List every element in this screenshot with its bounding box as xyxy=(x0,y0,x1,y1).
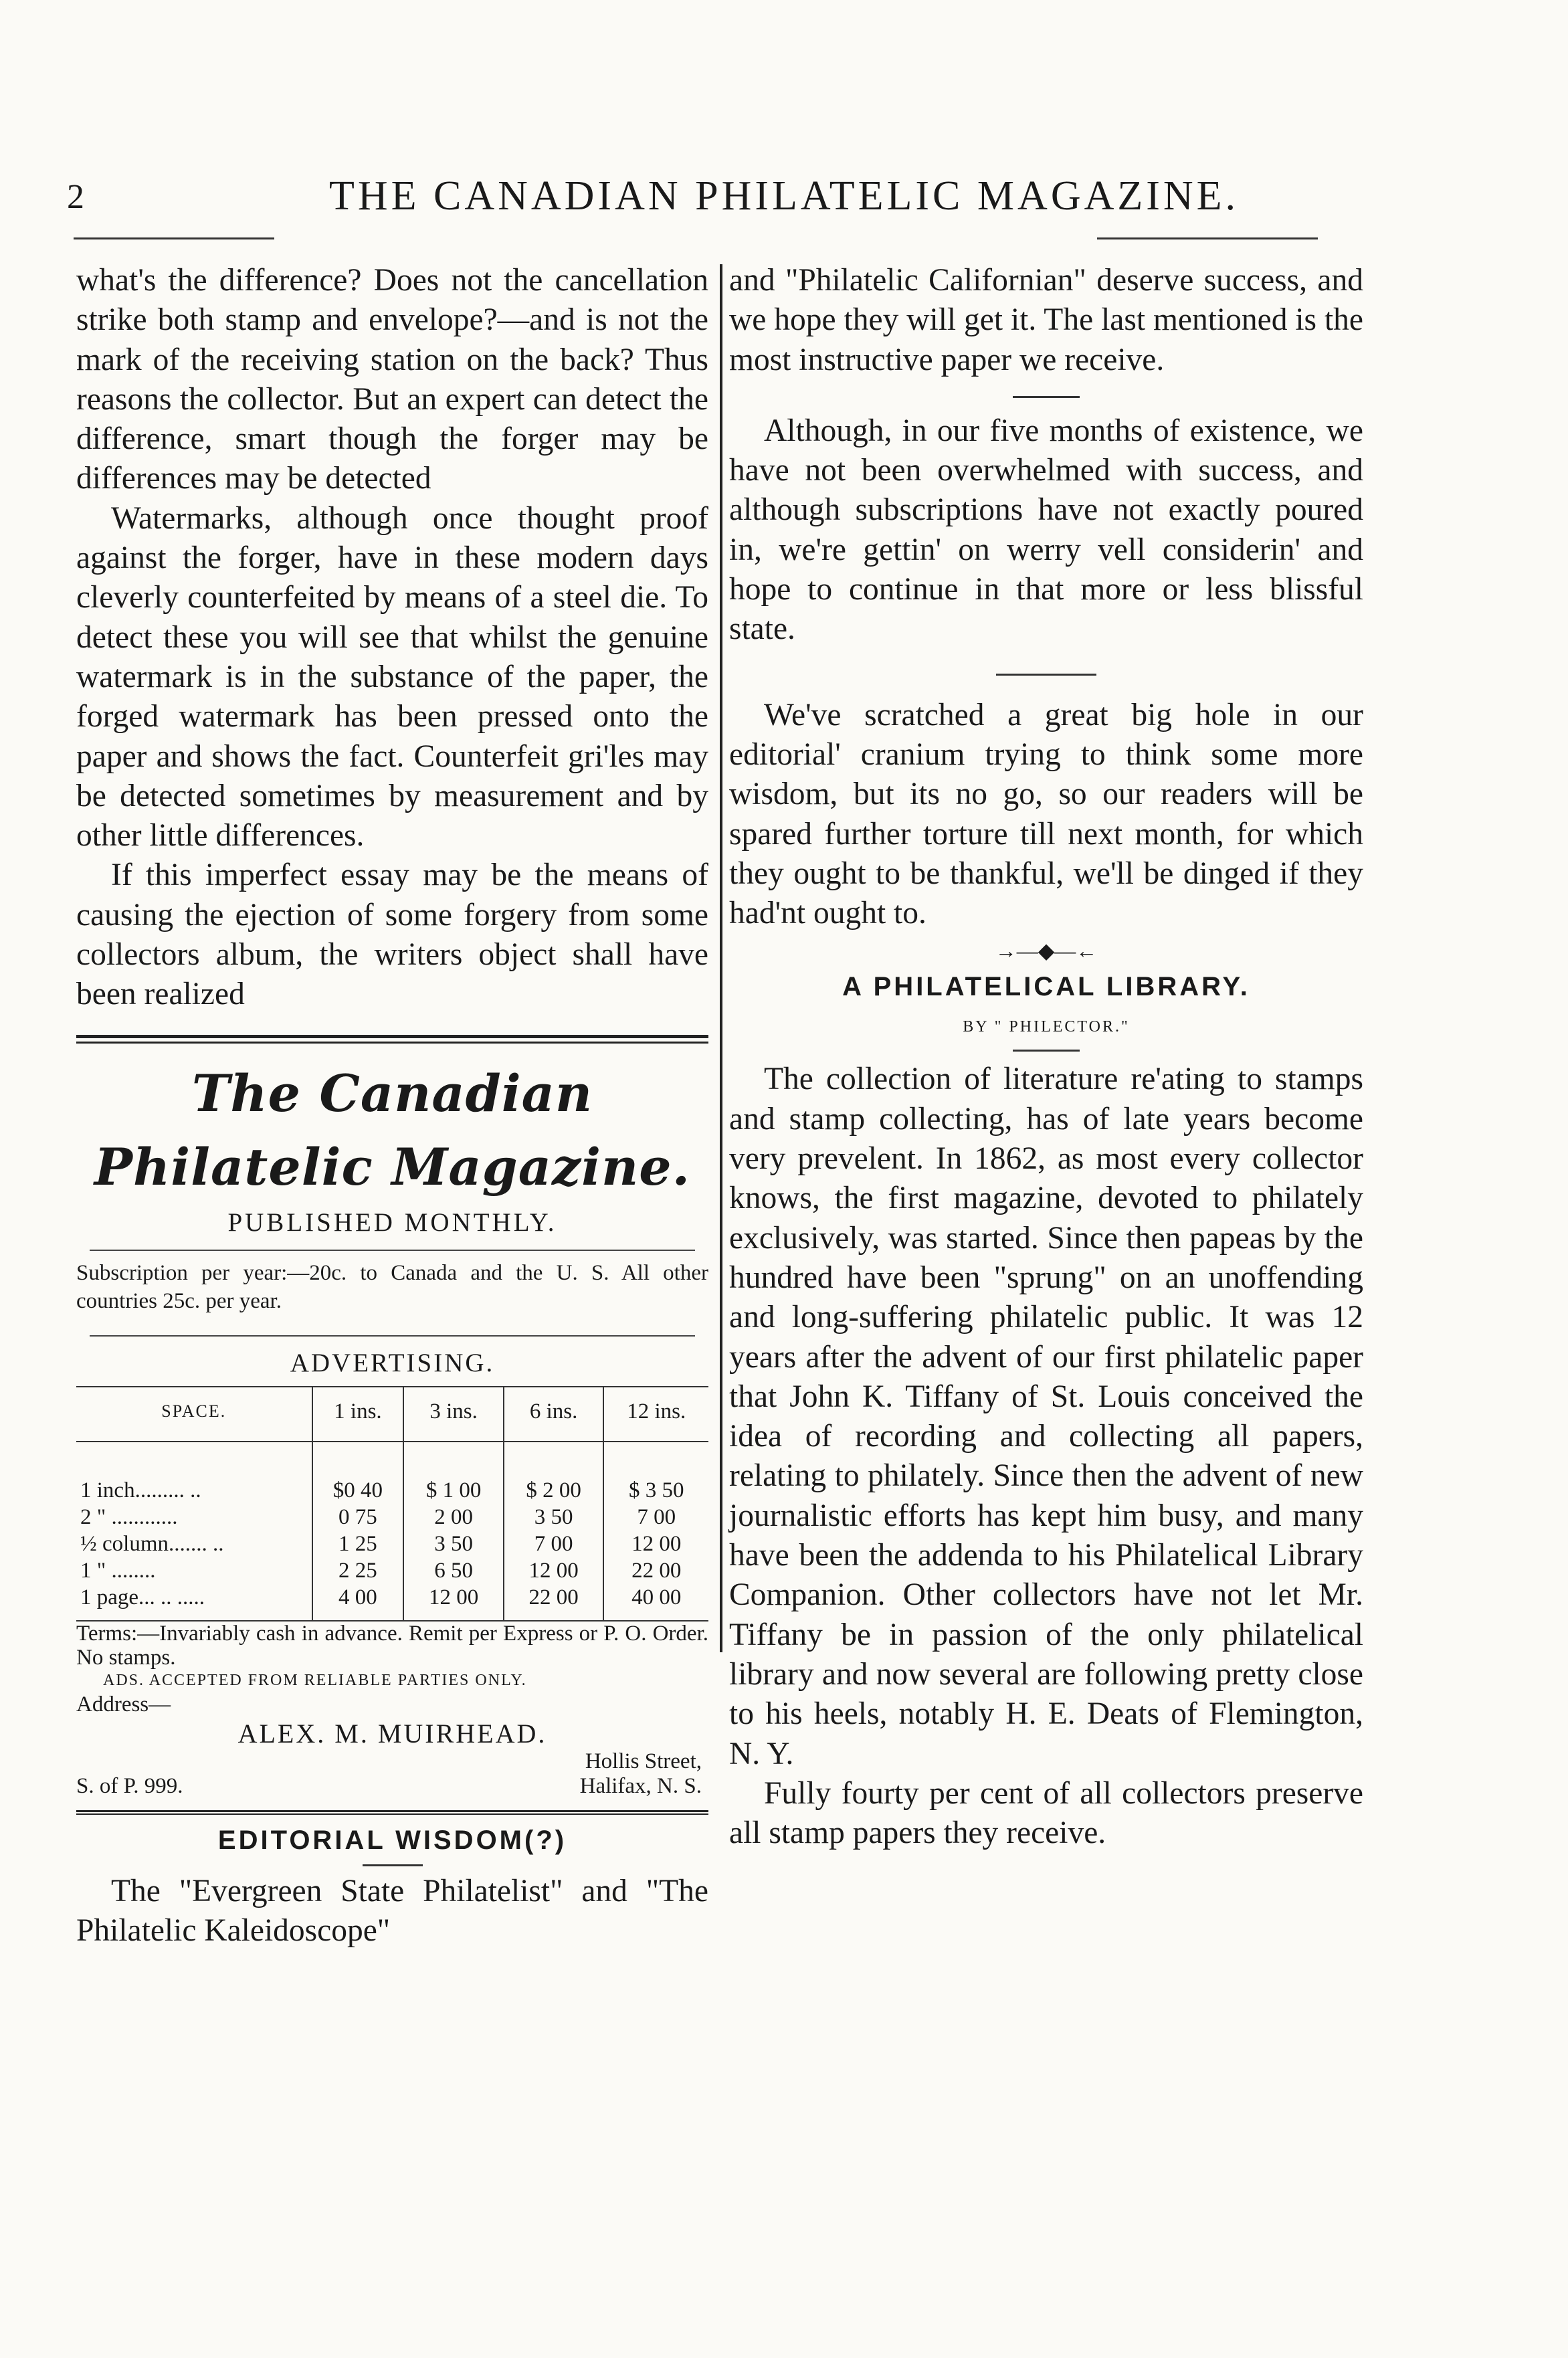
right-paragraph-2: Although, in our five months of existence, we have not been overwhelmed with success, and although subscriptions have not exactly poured in, we're gettin' on werry vell considerin' and hope to continue in that more or less blissful state. xyxy=(729,413,1363,647)
right-paragraph-5: Fully fourty per cent of all collectors preserve all stamp papers they receive. xyxy=(729,1775,1363,1851)
table-cell: 7 00 xyxy=(603,1504,708,1531)
table-cell: 3 50 xyxy=(504,1504,604,1531)
publisher-city-line xyxy=(76,1773,708,1799)
table-cell: ½ column....... .. xyxy=(80,1531,224,1556)
right-column xyxy=(729,261,1363,1853)
editorial-paragraph-1: The "Evergreen State Philatelist" and "The Philatelic Kaleidoscope" xyxy=(76,1873,708,1948)
table-cell: 12 00 xyxy=(403,1584,504,1621)
right-paragraph-3: We've scratched a great big hole in our editorial' cranium trying to think some more wisdom, but its no go, so our readers will be spared further torture till next month, for which they ought to be thankful, we'll be dinged if they had'nt ought to. xyxy=(729,697,1363,931)
table-cell: 40 00 xyxy=(603,1584,708,1621)
table-row xyxy=(76,1504,708,1531)
table-cell: $0 40 xyxy=(312,1442,404,1504)
published-monthly: PUBLISHED MONTHLY. xyxy=(227,1207,557,1237)
left-paragraph-3: If this imperfect essay may be the means of causing the ejection of some forgery from some collectors album, the writers object shall have been realized xyxy=(76,858,708,1012)
short-rule xyxy=(996,674,1096,676)
library-heading: A PHILATELICAL LIBRARY. xyxy=(842,972,1250,1002)
header-12-ins: 12 ins. xyxy=(603,1387,708,1442)
table-row xyxy=(76,1557,708,1584)
table-cell: 6 50 xyxy=(403,1557,504,1584)
table-cell: 3 50 xyxy=(403,1531,504,1557)
rule xyxy=(90,1250,695,1251)
address-label: Address— xyxy=(76,1692,171,1716)
table-cell: 2 " ............ xyxy=(80,1504,178,1529)
right-paragraph-1: and "Philatelic Californian" deserve success, and we hope they will get it. The last mentioned is the most instructive paper we receive. xyxy=(729,263,1363,377)
table-cell: 2 25 xyxy=(312,1557,404,1584)
table-cell: 1 inch......... .. xyxy=(80,1478,201,1502)
table-cell: 12 00 xyxy=(603,1531,708,1557)
subscription-info: Subscription per year:—20c. to Canada and the U. S. All other countries 25c. per year. xyxy=(76,1260,708,1313)
column-divider xyxy=(720,264,722,1652)
table-row xyxy=(76,1584,708,1621)
masthead-double-rule xyxy=(76,1035,708,1044)
head-rule-right xyxy=(1097,237,1318,239)
publisher-city: Halifax, N. S. xyxy=(579,1773,702,1798)
byline: BY " PHILECTOR." xyxy=(963,1018,1130,1036)
rates-header-row xyxy=(76,1387,708,1442)
header-6-ins: 6 ins. xyxy=(504,1387,604,1442)
page-number: 2 xyxy=(67,178,84,216)
left-column xyxy=(76,261,708,1951)
table-cell: $ 1 00 xyxy=(403,1442,504,1504)
rule xyxy=(76,1810,708,1815)
table-cell: 12 00 xyxy=(504,1557,604,1584)
ornament: →―◆―← xyxy=(995,939,1098,963)
table-cell: 1 page... .. ..... xyxy=(76,1584,312,1621)
society-number: S. of P. 999. xyxy=(76,1773,183,1798)
table-row xyxy=(76,1442,708,1504)
table-cell: 0 75 xyxy=(312,1504,404,1531)
table-cell: 1 " ........ xyxy=(80,1558,156,1583)
short-rule xyxy=(1013,396,1080,398)
header-3-ins: 3 ins. xyxy=(403,1387,504,1442)
rates-table xyxy=(76,1386,708,1622)
left-paragraph-2: Watermarks, although once thought proof against the forger, have in these modern days cleverly counterfeited by means of a steel die. To detect these you will see that whilst the genuine watermark is in the substance of the paper, the forged watermark has been pressed onto the paper and shows the fact. Counterfeit gri'les may be detected sometimes by measurement and by other little differences. xyxy=(76,500,708,854)
table-cell: 7 00 xyxy=(504,1531,604,1557)
table-cell: 4 00 xyxy=(312,1584,404,1621)
table-cell: 2 00 xyxy=(403,1504,504,1531)
table-cell: 1 25 xyxy=(312,1531,404,1557)
left-paragraph-1: what's the difference? Does not the cancellation strike both stamp and envelope?—and is not the mark of the receiving station on the back? Thus reasons the collector. But an expert can detect the difference, smart though the forger may be differences may be detected xyxy=(76,263,708,496)
publisher-name: ALEX. M. MUIRHEAD. xyxy=(237,1718,547,1749)
ads-note: ADS. ACCEPTED FROM RELIABLE PARTIES ONLY. xyxy=(103,1671,527,1689)
table-cell: 22 00 xyxy=(504,1584,604,1621)
right-paragraph-4: The collection of literature re'ating to stamps and stamp collecting, has of late years become very prevelent. In 1862, as most every collector knows, the first magazine, devoted to philately exclusively, was started. Since then papeas by the hundred have been "sprung" on an unoffending and long-suffering philatelic public. It was 12 years after the advent of our first philatelic paper that John K. Tiffany of St. Louis conceived the idea of recording and collecting all papers, relating to philately. Since then the advent of new journalistic efforts has kept him busy, and many have been the addenda to his Philatelical Library Companion. Other collectors have not let Mr. Tiffany be in passion of the only philatelical library and now several are following pretty close to his heels, notably H. E. Deats of Flemington, N. Y. xyxy=(729,1062,1363,1771)
publisher-street: Hollis Street, xyxy=(585,1749,702,1773)
short-rule xyxy=(1013,1050,1080,1052)
table-cell: $ 3 50 xyxy=(603,1442,708,1504)
masthead-title: The Canadian Philatelic Magazine. xyxy=(94,1063,691,1197)
header-1-ins: 1 ins. xyxy=(312,1387,404,1442)
head-rule-left xyxy=(74,237,274,239)
table-cell: $ 2 00 xyxy=(504,1442,604,1504)
table-cell: 22 00 xyxy=(603,1557,708,1584)
editorial-heading: EDITORIAL WISDOM(?) xyxy=(217,1825,567,1855)
running-head: THE CANADIAN PHILATELIC MAGAZINE. xyxy=(328,173,1240,219)
terms-text: Terms:—Invariably cash in advance. Remit per Express or P. O. Order. No stamps. xyxy=(76,1621,708,1670)
header-space: SPACE. xyxy=(76,1387,312,1442)
rule xyxy=(90,1335,695,1337)
advertising-title: ADVERTISING. xyxy=(290,1348,495,1377)
table-row xyxy=(76,1531,708,1557)
short-rule xyxy=(363,1864,423,1866)
